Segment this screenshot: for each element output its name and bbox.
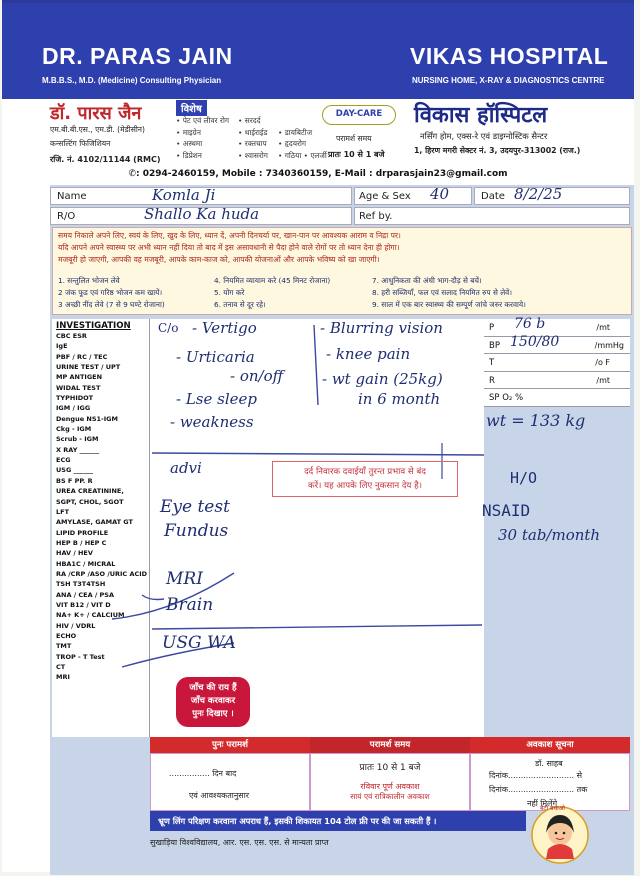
investigation-item: ANA / CEA / PSA: [56, 590, 115, 599]
investigation-item: RA /CRP /ASO /URIC ACID: [56, 569, 148, 578]
prescription-page: [2, 0, 634, 872]
ink-divider: [152, 453, 484, 455]
complaint-4: - Lse sleep: [176, 390, 257, 408]
advice-usg: USG WA: [162, 633, 236, 653]
history-nsaid-dose: 30 tab/month: [498, 526, 601, 544]
advice-label: advi: [170, 459, 202, 477]
complaint-2: - Urticaria: [176, 348, 255, 366]
weight-note: wt = 133 kg: [486, 411, 586, 430]
doctor-name: DR. PARAS JAIN: [42, 43, 233, 69]
advice-mri: MRI: [166, 569, 203, 589]
vishesh-badge: विशेष: [176, 100, 207, 116]
ink-arrow: [142, 595, 164, 600]
name-label: Name: [57, 191, 87, 202]
day-care-badge: DAY-CARE: [322, 105, 396, 125]
hospital-address: 1, हिरण मगरी सेक्टर नं. 3, उदयपुर-313002 (राज.): [414, 146, 581, 155]
complaint-3: - on/off: [230, 367, 284, 385]
investigation-item: HEP B / HEP C: [56, 538, 107, 547]
painkiller-warning-stamp: दर्द निवारक दवाईयाँ तुरन्त प्रभाव से बंद करें। यह आपके लिए नुकसान देय है।: [272, 461, 458, 497]
vital-bp: BP /mmHg: [484, 337, 630, 355]
age-label: Age & Sex: [359, 191, 411, 202]
investigation-item: VIT B12 / VIT D: [56, 600, 111, 609]
tips-col-1: 1. सन्तुलित भोजन लेवे 2 जंक फूड एवं गरिष्ठ भोजन कम खायें। 3 अच्छी नींद लेवे (7 से 9 घण्टे रोजाना): [58, 276, 165, 309]
bp-value: 150/80: [510, 334, 560, 350]
history-label: H/O: [510, 469, 538, 487]
complaint-5: - weakness: [170, 413, 254, 431]
complaint-7: - knee pain: [326, 345, 411, 363]
hindi-doctor-name: डॉ. पारस जैन: [50, 103, 142, 124]
investigation-item: MP ANTIGEN: [56, 373, 103, 382]
patient-name: Komla Ji: [152, 186, 216, 204]
investigation-item: TROP - T Test: [56, 652, 105, 661]
leave-box: डॉ. साहब दिनांक.......................... से दिनांक.......................... तक नहीं मिलेंगे: [470, 753, 630, 811]
hindi-hospital-name: विकास हॉस्पिटल: [414, 103, 548, 128]
investigation-item: HBA1C / MICRAL: [56, 559, 116, 568]
visit-date: 8/2/25: [514, 185, 563, 203]
complaint-8: - wt gain (25kg): [322, 370, 443, 388]
notice-line: समय निकाले अपने लिए, स्वयं के लिए, खुद के लिए, ध्यान दें, अपनी दिनचर्या पर, खान-पान पर आवश्यक आराम व निद्रा पर।: [58, 231, 401, 240]
investigation-item: TMT: [56, 642, 72, 651]
leave-heading: अवकाश सूचना: [470, 737, 630, 753]
doctor-subtitle: M.B.B.S., M.D. (Medicine) Consulting Physician: [42, 76, 222, 85]
investigation-item: UREA CREATININE,: [56, 487, 124, 496]
patient-age: 40: [430, 185, 450, 203]
investigation-item: MRI: [56, 673, 70, 682]
time-heading: परामर्श समय: [310, 737, 470, 753]
notice-line: यदि आपने अपने स्वास्थ्य पर अभी ध्यान नहीं दिया तो बाद में इस असावधानी से पैदा होने वाले रोगों पर तो ध्यान देना ही होगा।: [58, 243, 400, 252]
logo-caption: बेटी बचाओ: [540, 805, 565, 812]
complaint-9: in 6 month: [358, 390, 441, 408]
history-nsaid: NSAID: [482, 501, 531, 520]
investigation-item: HAV / HEV: [56, 549, 93, 558]
registration-number: रजि. नं. 4102/11144 (RMC): [50, 155, 161, 164]
vital-spo2: SP O₂ %: [484, 389, 630, 407]
investigation-item: WIDAL TEST: [56, 383, 101, 392]
revisit-box: ................ दिन बाद एवं आवश्यकतानुसार: [150, 753, 310, 811]
ink-divider: [152, 625, 482, 629]
investigation-item: ECG: [56, 456, 71, 465]
revisit-heading: पुनः परामर्श: [150, 737, 310, 753]
investigation-item: SGPT, CHOL, SGOT: [56, 497, 124, 506]
investigation-title: INVESTIGATION: [56, 321, 131, 331]
specialty-list-2: • सरदर्द • थाईराईड • रक्तचाप • श्वासरोग: [238, 116, 268, 160]
vital-temp: T /o F: [484, 354, 630, 372]
university-note: सुखाड़िया विश्वविद्यालय, आर. एस. एस. एस. से मान्यता प्राप्त: [150, 838, 329, 847]
vital-resp: R /mt: [484, 372, 630, 390]
ref-label: Ref by.: [359, 211, 393, 222]
hindi-doctor-degree: एम.बी.बी.एस., एम.डी. (मेडीसीन): [50, 125, 145, 134]
ro-label: R/O: [57, 211, 76, 222]
ink-divider: [314, 325, 318, 405]
time-box: प्रातः 10 से 1 बजे रविवार पूर्ण अवकाश सायं एवं रात्रिकालीन अवकाश: [310, 753, 470, 811]
contact-line: ✆: 0294-2460159, Mobile : 7340360159, E-Mail : drparasjain23@gmail.com: [128, 169, 508, 179]
beti-bachao-logo: [530, 803, 590, 867]
investigation-item: X RAY ______: [56, 445, 100, 454]
specialty-list-1: • पेट एवं लीवर रोग • माइग्रेन • अस्थमा • डिप्रेशन: [176, 116, 230, 160]
tips-col-3: 7. आधुनिकता की अंधी भाग-दौड़ से बचें। 8. हरी सब्जियाँ, फल एवं सलाद नियमित रुप से लेवें। 9. साल में एक बार स्वास्थ्य की सम्पूर्ण जांचे जरुर करवाये।: [372, 276, 526, 309]
investigation-item: CBC ESR: [56, 332, 87, 340]
advice-eye-test: Eye test: [160, 497, 230, 517]
hindi-hospital-subtitle: नर्सिंग होम, एक्स-रे एवं डाइग्नोस्टिक सैन्टर: [420, 131, 548, 141]
complaint-1: - Vertigo: [192, 319, 257, 337]
tips-col-2: 4. नियमित व्यायाम करे (45 मिनट रोजाना) 5. योग करे 6. तनाव से दूर रहे।: [214, 276, 331, 309]
investigation-item: IGM / IGG: [56, 404, 91, 413]
investigation-item: Ckg - IGM: [56, 425, 92, 434]
hindi-doctor-role: कन्सल्टिंग फिजिशियन: [50, 139, 111, 148]
consult-time: प्रातः 10 से 1 बजे: [328, 150, 385, 159]
investigation-item: TSH T3T4TSH: [56, 580, 106, 589]
complaint-6: - Blurring vision: [320, 319, 443, 337]
investigation-item: IgE: [56, 342, 68, 351]
advice-fundus: Fundus: [164, 521, 229, 541]
investigation-item: AMYLASE, GAMAT GT: [56, 518, 133, 527]
footer-boxes: [150, 737, 630, 808]
investigation-item: PBF / RC / TEC: [56, 352, 108, 361]
advice-brain: Brain: [166, 595, 214, 615]
investigation-item: HIV / VDRL: [56, 621, 96, 630]
date-label: Date: [481, 191, 505, 202]
investigation-item: TYPHIDOT: [56, 394, 94, 403]
complaint-label: C/o: [158, 321, 179, 335]
investigation-item: Dengue NS1-IGM: [56, 414, 118, 423]
vital-pulse: P /mt: [484, 319, 630, 337]
gender-test-warning: भ्रूण लिंग परिक्षण करवाना अपराध हैं, इसकी शिकायत 104 टोल फ्री पर की जा सकती हैं ।: [150, 811, 526, 831]
investigation-item: NA+ K+ / CALCIUM: [56, 611, 125, 620]
investigation-item: URINE TEST / UPT: [56, 363, 121, 372]
retest-badge: जाँच की राय हैं जाँच करवाकर पुनः दिखाए ।: [176, 677, 250, 727]
investigation-item: LIPID PROFILE: [56, 528, 109, 537]
consult-time-label: परामर्श समय: [336, 134, 372, 143]
notice-line: मजबूरी हो जाएगी, आपकी वह मजबूरी, आपके काम-काज को, आपकी योजनाओं और आपके भविष्य को खा जाएगी।: [58, 255, 380, 264]
investigation-item: USG ______: [56, 466, 94, 475]
investigation-item: Scrub - IGM: [56, 435, 99, 444]
pulse-value: 76 b: [514, 316, 546, 332]
hospital-subtitle: NURSING HOME, X-RAY & DIAGNOSTICS CENTRE: [412, 76, 605, 85]
patient-residence: Shallo Ka huda: [144, 205, 260, 223]
investigation-item: ECHO: [56, 631, 77, 640]
hospital-name: VIKAS HOSPITAL: [410, 43, 609, 69]
investigation-item: LFT: [56, 507, 70, 516]
investigation-item: CT: [56, 663, 66, 671]
investigation-item: BS F PP. R: [56, 476, 93, 485]
specialty-list-3: • डायबिटीज • हृदयरोग • गठिया • एलर्जी: [278, 127, 327, 160]
